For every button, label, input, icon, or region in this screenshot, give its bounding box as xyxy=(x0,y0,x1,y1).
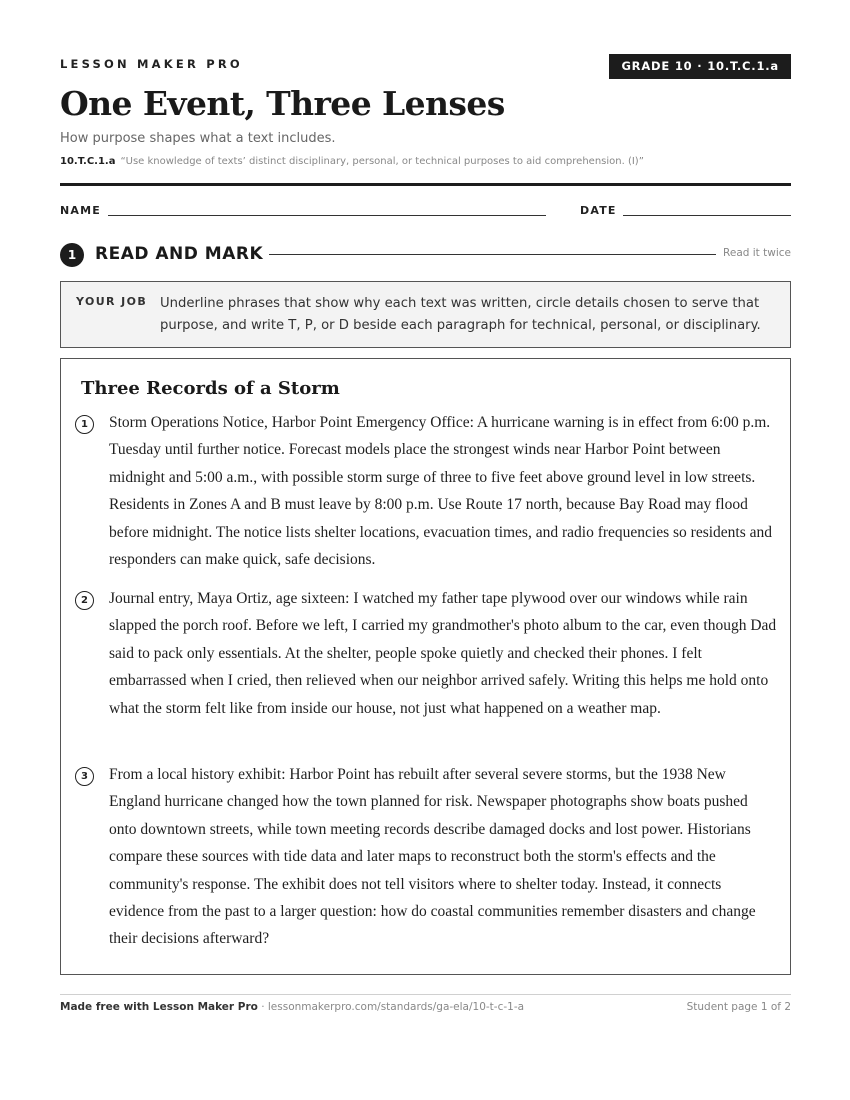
paragraph-text: Journal entry, Maya Ortiz, age sixteen: I watched my father tape plywood over our windows while rain slapped the porch roof. Before we left, I carried my grandmother's photo album to the car, even though Dad said to pack only essentials. At the shelter, people spoke quietly and checked their phones. I felt embarrassed when I cried, then relieved when our neighbor arrived safely. Writing this helps me hold onto what the storm felt like from inside our house, not just what happened on a weather map. xyxy=(109,590,777,717)
instructions-label: YOUR JOB xyxy=(76,295,148,308)
instructions-box xyxy=(60,281,791,348)
instructions-text: Underline phrases that show why each text was written, circle details chosen to serve that purpose, and write T, P, or D beside each paragraph for technical, personal, or disciplinary. xyxy=(160,296,761,333)
page-subtitle: How purpose shapes what a text includes. xyxy=(60,131,336,146)
paragraph-text: From a local history exhibit: Harbor Point has rebuilt after several severe storms, but the 1938 New England hurricane changed how the town planned for risk. Newspaper photographs show boats pushed onto downtown streets, while town meeting records describe damaged docks and lost power. Historians compare these sources with tide data and later maps to reconstruct both the storm's effects and the community's response. The exhibit does not tell visitors where to shelter today. Instead, it connects evidence from the past to a larger question: how do coastal communities remember disasters and change their decisions afterward? xyxy=(109,766,756,948)
standard-code: 10.T.C.1.a xyxy=(60,156,116,167)
reading-passage-box xyxy=(60,358,791,975)
paragraph-text: Storm Operations Notice, Harbor Point Emergency Office: A hurricane warning is in effect from 6:00 p.m. Tuesday until further notice. Forecast models place the strongest winds near Harbor Point between midnight and 5:00 a.m., with possible storm surge of three to five feet above ground level in low streets. Residents in Zones A and B must leave by 8:00 p.m. Use Route 17 north, because Bay Road may flood before midnight. The notice lists shelter locations, evacuation times, and radio frequencies so residents and responders can make quick, safe decisions. xyxy=(109,414,773,569)
name-label: NAME xyxy=(60,204,101,217)
header-divider xyxy=(60,183,791,186)
brand-name: LESSON MAKER PRO xyxy=(60,57,243,71)
footer-credit-line xyxy=(60,1001,524,1013)
date-field[interactable] xyxy=(623,215,791,216)
section-note: Read it twice xyxy=(723,247,791,259)
section-rule xyxy=(269,254,716,255)
footer-divider xyxy=(60,994,791,995)
section-title: READ AND MARK xyxy=(95,244,264,264)
page-number: Student page 1 of 2 xyxy=(686,1001,791,1013)
reading-title: Three Records of a Storm xyxy=(81,378,340,399)
step-number-badge: 1 xyxy=(60,243,84,267)
name-field[interactable] xyxy=(108,215,546,216)
standard-line xyxy=(60,156,644,167)
grade-badge: GRADE 10 · 10.T.C.1.a xyxy=(609,54,791,79)
date-label: DATE xyxy=(580,204,617,217)
footer-url[interactable]: lessonmakerpro.com/standards/ga-ela/10-t-c-1-a xyxy=(267,1001,525,1013)
paragraph-number: 3 xyxy=(75,767,94,786)
paragraph-number: 1 xyxy=(75,415,94,434)
paragraph-number: 2 xyxy=(75,591,94,610)
footer-separator: · xyxy=(257,1001,268,1013)
standard-text: “Use knowledge of texts’ distinct disciplinary, personal, or technical purposes to aid comprehension. (I)” xyxy=(120,156,644,167)
footer-credit: Made free with Lesson Maker Pro xyxy=(60,1001,258,1013)
section-heading xyxy=(60,243,791,267)
name-date-row xyxy=(60,204,791,224)
page-title: One Event, Three Lenses xyxy=(60,84,505,123)
